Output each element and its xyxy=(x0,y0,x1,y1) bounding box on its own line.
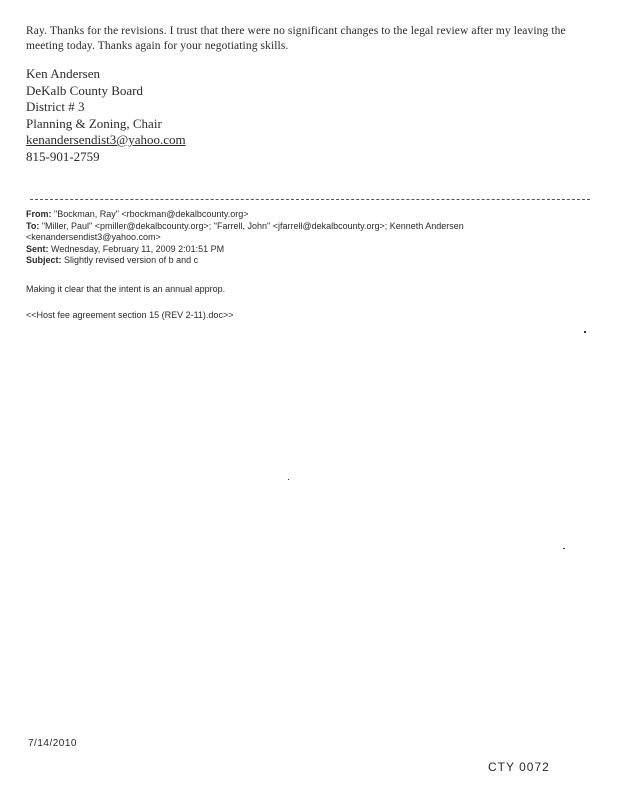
signature-org: DeKalb County Board xyxy=(26,82,143,98)
to-row xyxy=(26,221,601,233)
attachment-reference: <<Host fee agreement section 15 (REV 2-11).doc>> xyxy=(26,310,234,320)
signature-role: Planning & Zoning, Chair xyxy=(26,115,162,131)
from-row xyxy=(26,209,601,221)
to-row-continued: <kenandersendist3@yahoo.com> xyxy=(26,232,161,242)
signature-phone: 815-901-2759 xyxy=(26,148,100,164)
from-value: "Bockman, Ray" <rbockman@dekalbcounty.org> xyxy=(54,209,249,219)
signature-name: Ken Andersen xyxy=(26,66,101,81)
signature-email-link[interactable]: kenandersendist3@yahoo.com xyxy=(26,132,186,147)
to-value: "Miller, Paul" <pmiller@dekalbcounty.org>; "Farrell, John" <jfarrell@dekalbcounty.org>; Kenneth Andersen xyxy=(41,220,464,231)
sent-row xyxy=(26,244,601,256)
signature-block xyxy=(26,66,186,165)
intro-paragraph: Ray. Thanks for the revisions. I trust that there were no significant changes to the legal review after my leaving the meeting today. Thanks again for your negotiating skills. xyxy=(26,25,566,52)
sent-value: Wednesday, February 11, 2009 2:01:51 PM xyxy=(51,243,225,254)
scan-speck xyxy=(584,331,586,333)
footer-date: 7/14/2010 xyxy=(28,738,77,749)
forwarded-header xyxy=(26,209,601,267)
subject-label: Subject: xyxy=(26,255,62,265)
scan-speck xyxy=(563,548,565,549)
scan-speck xyxy=(288,479,289,480)
sent-label: Sent: xyxy=(26,243,49,254)
subject-value: Slightly revised version of b and c xyxy=(64,255,199,265)
message-body-line: Making it clear that the intent is an annual approp. xyxy=(26,284,226,294)
subject-row xyxy=(26,255,601,267)
from-label: From: xyxy=(26,209,52,219)
to-label: To: xyxy=(26,220,40,231)
message-divider xyxy=(30,199,590,200)
bates-number: CTY 0072 xyxy=(488,760,550,774)
signature-district: District # 3 xyxy=(26,99,85,114)
